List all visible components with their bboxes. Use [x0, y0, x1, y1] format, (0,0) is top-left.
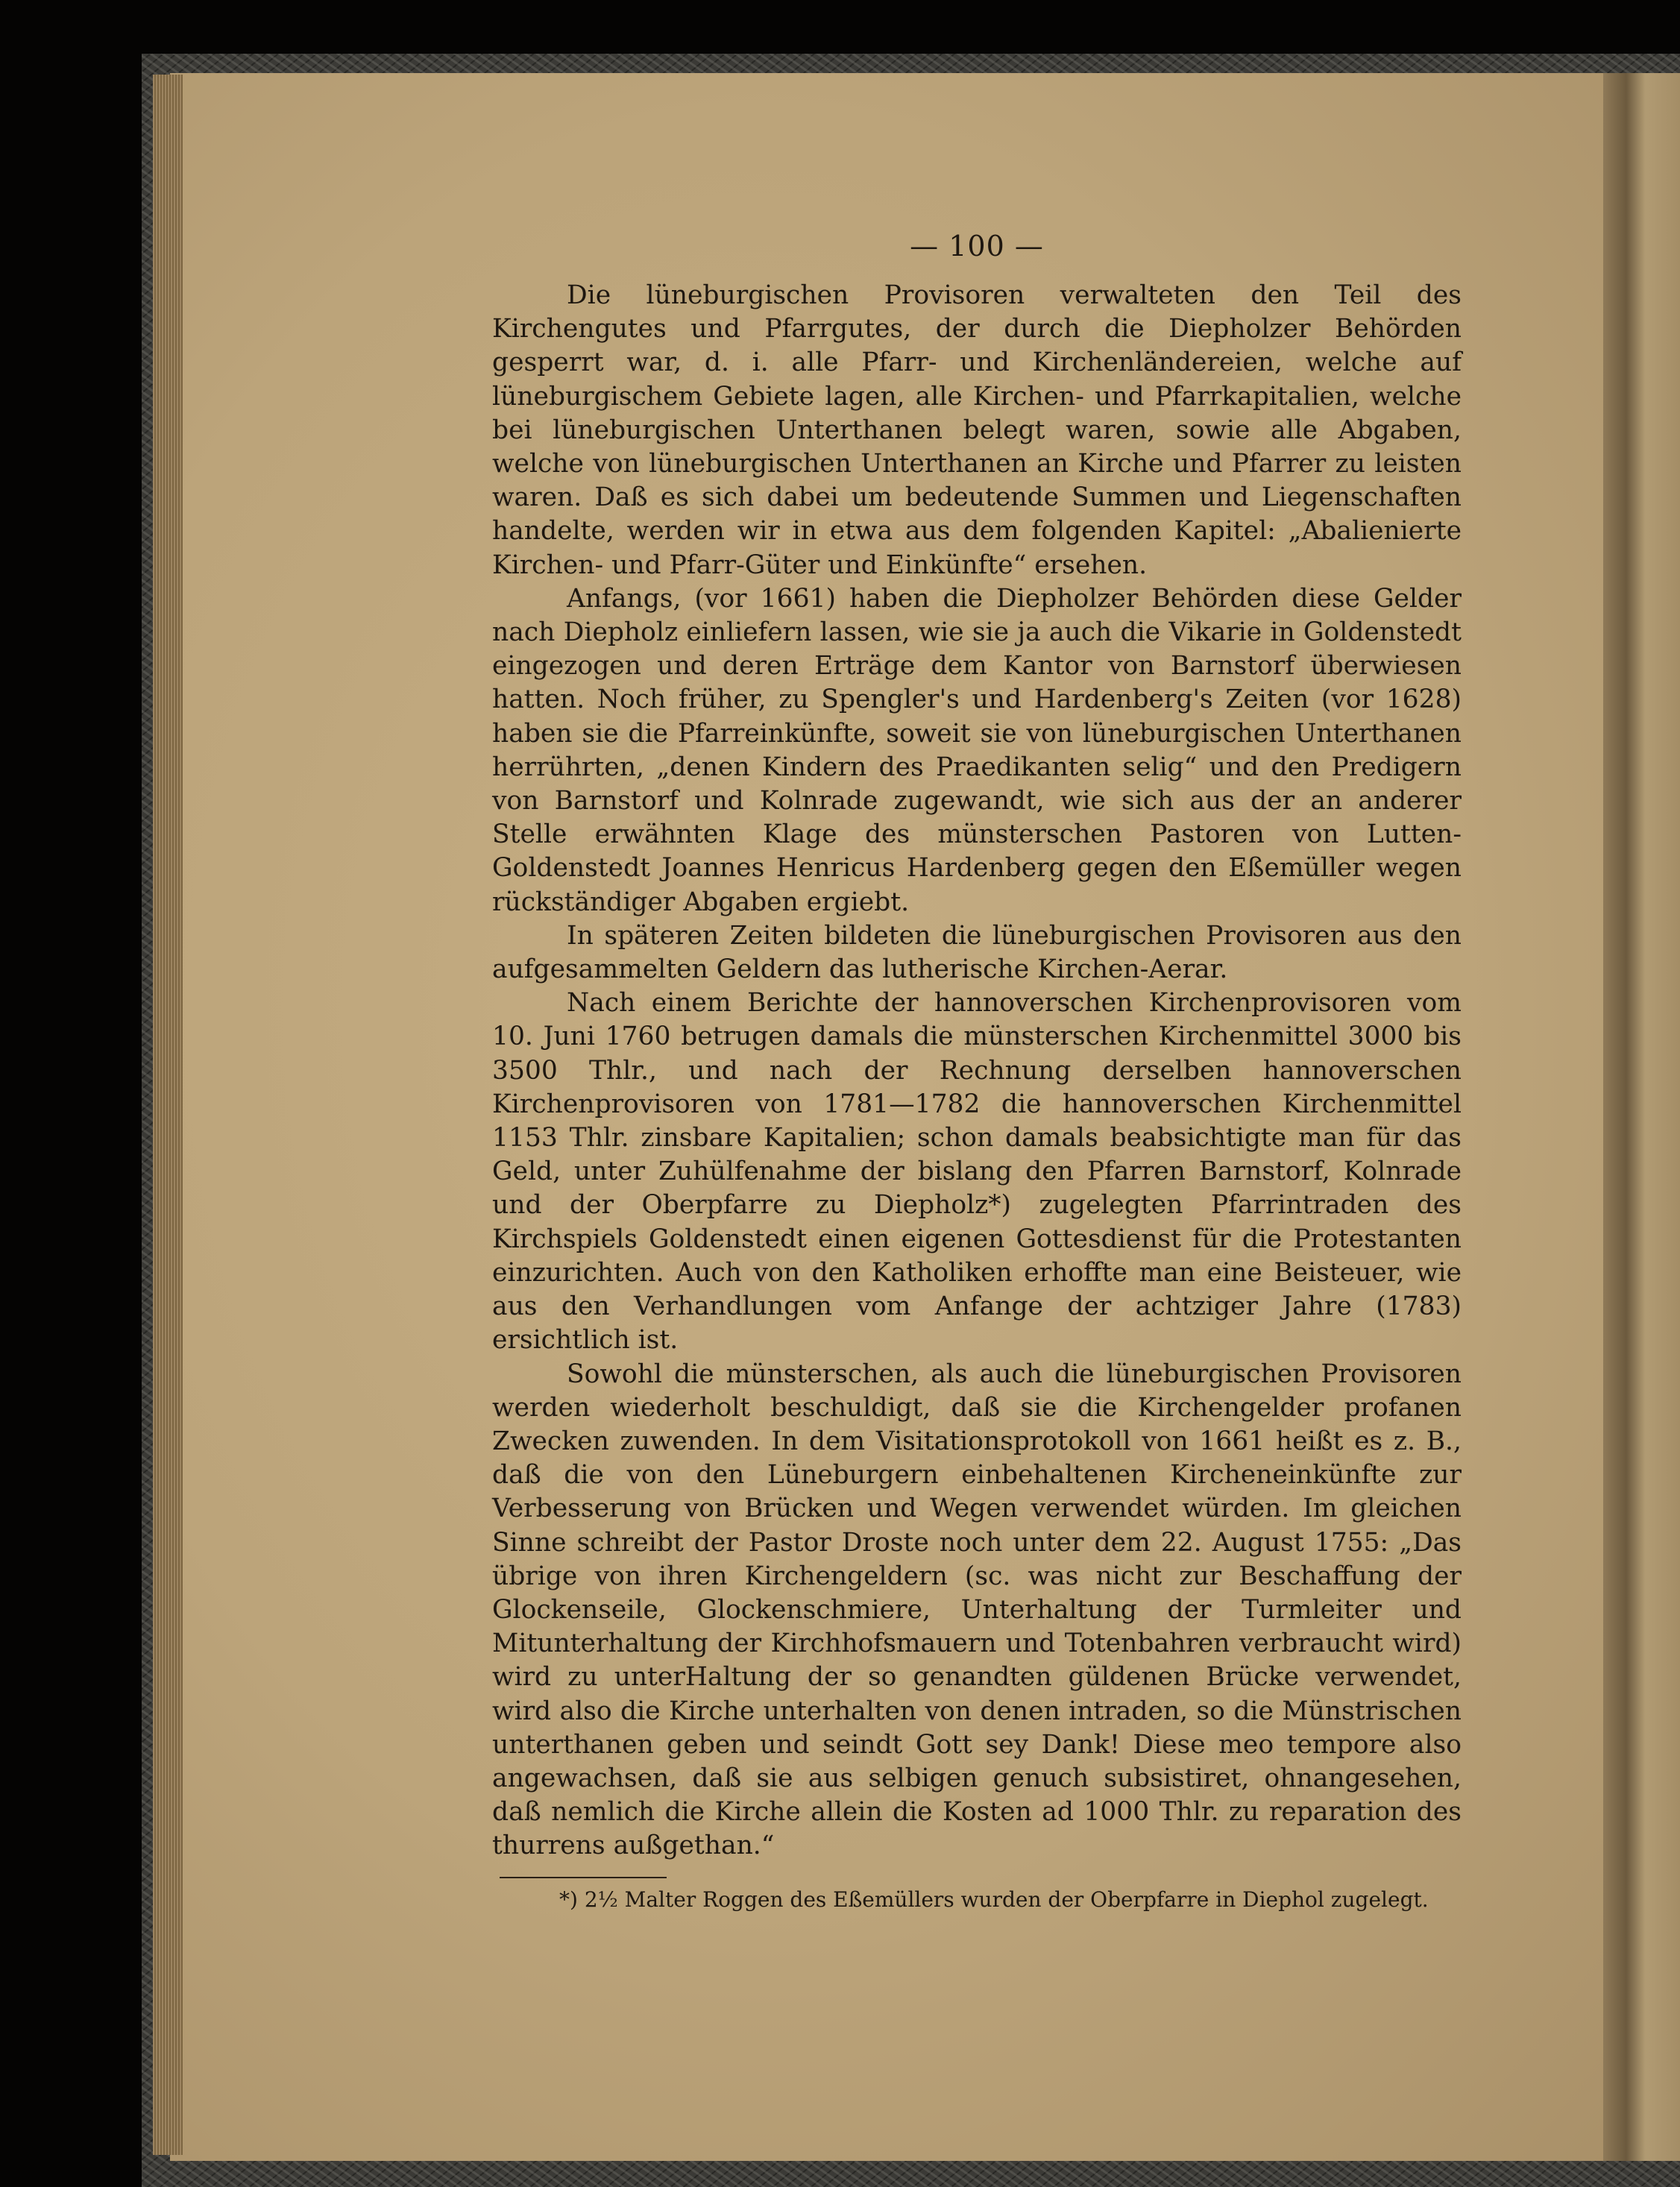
- paragraph: Anfangs, (vor 1661) haben die Diepholzer Behörden diese Gelder nach Diepholz einliefern lassen, wie sie ja auch die Vikarie in Goldenstedt eingezogen und deren Erträge dem Kantor von Barnstorf überwiesen hatten. Noch früher, zu Spengler's und Hardenberg's Zeiten (vor 1628) haben sie die Pfarreinkünfte, soweit sie von lüneburgischen Unterthanen herrührten, „denen Kindern des Praedikanten selig“ und den Predigern von Barnstorf und Kolnrade zugewandt, wie sich aus der an anderer Stelle erwähnten Klage des münsterschen Pastoren von Lutten-Goldenstedt Joannes Henricus Hardenberg gegen den Eßemüller wegen rückständiger Abgaben ergiebt.: [492, 583, 1462, 917]
- footnote-rule: [500, 1877, 667, 1878]
- footnote: *) 2½ Malter Roggen des Eßemüllers wurden der Oberpfarre in Diephol zugelegt.: [559, 1887, 1429, 1912]
- page-number: — 100 —: [910, 230, 1044, 262]
- body-text: [492, 279, 1462, 1863]
- page-edges: [153, 75, 183, 2155]
- paragraph: Sowohl die münsterschen, als auch die lüneburgischen Provisoren werden wiederholt beschuldigt, daß sie die Kirchengelder profanen Zwecken zuwenden. In dem Visitationsprotokoll von 1661 heißt es z. B., daß die von den Lüneburgern einbehaltenen Kircheneinkünfte zur Verbesserung von Brücken und Wegen verwendet würden. Im gleichen Sinne schreibt der Pastor Droste noch unter dem 22. August 1755: „Das übrige von ihren Kirchengeldern (sc. was nicht zur Beschaffung der Glockenseile, Glockenschmiere, Unterhaltung der Turmleiter und Mitunterhaltung der Kirchhofsmauern und Totenbahren verbraucht wird) wird zu unterHaltung der so genandten güldenen Brücke verwendet, wird also die Kirche unterhalten von denen intraden, so die Münstrischen unterthanen geben und seindt Gott sey Dank! Diese meo tempore also angewachsen, daß sie aus selbigen genuch subsistiret, ohnangesehen, daß nemlich die Kirche allein die Kosten ad 1000 Thlr. zu reparation des thurrens außgethan.“: [492, 1359, 1462, 1861]
- page-content: [492, 224, 1462, 1914]
- book-gutter: [1603, 73, 1680, 2161]
- paragraph: Nach einem Berichte der hannoverschen Kirchenprovisoren vom 10. Juni 1760 betrugen damals die münsterschen Kirchenmittel 3000 bis 3500 Thlr., und nach der Rechnung derselben hannoverschen Kirchenprovisoren von 1781—1782 die hannoverschen Kirchenmittel 1153 Thlr. zinsbare Kapitalien; schon damals beabsichtigte man für das Geld, unter Zuhülfenahme der bislang den Pfarren Barnstorf, Kolnrade und der Oberpfarre zu Diepholz*) zugelegten Pfarrintraden des Kirchspiels Goldenstedt einen eigenen Gottesdienst für die Protestanten einzurichten. Auch von den Katholiken erhoffte man eine Beisteuer, wie aus den Verhandlungen vom Anfange der achtziger Jahre (1783) ersichtlich ist.: [492, 988, 1462, 1356]
- paragraph: In späteren Zeiten bildeten die lüneburgischen Provisoren aus den aufgesammelten Geldern das lutherische Kirchen-Aerar.: [492, 920, 1462, 985]
- paragraph: Die lüneburgischen Provisoren verwalteten den Teil des Kirchengutes und Pfarrgutes, der durch die Diepholzer Behörden gesperrt war, d. i. alle Pfarr- und Kirchenländereien, welche auf lüneburgischem Gebiete lagen, alle Kirchen- und Pfarrkapitalien, welche bei lüneburgischen Unterthanen belegt waren, sowie alle Abgaben, welche von lüneburgischen Unterthanen an Kirche und Pfarrer zu leisten waren. Daß es sich dabei um bedeutende Summen und Liegenschaften handelte, werden wir in etwa aus dem folgenden Kapitel: „Abalienierte Kirchen- und Pfarr-Güter und Einkünfte“ ersehen.: [492, 280, 1462, 580]
